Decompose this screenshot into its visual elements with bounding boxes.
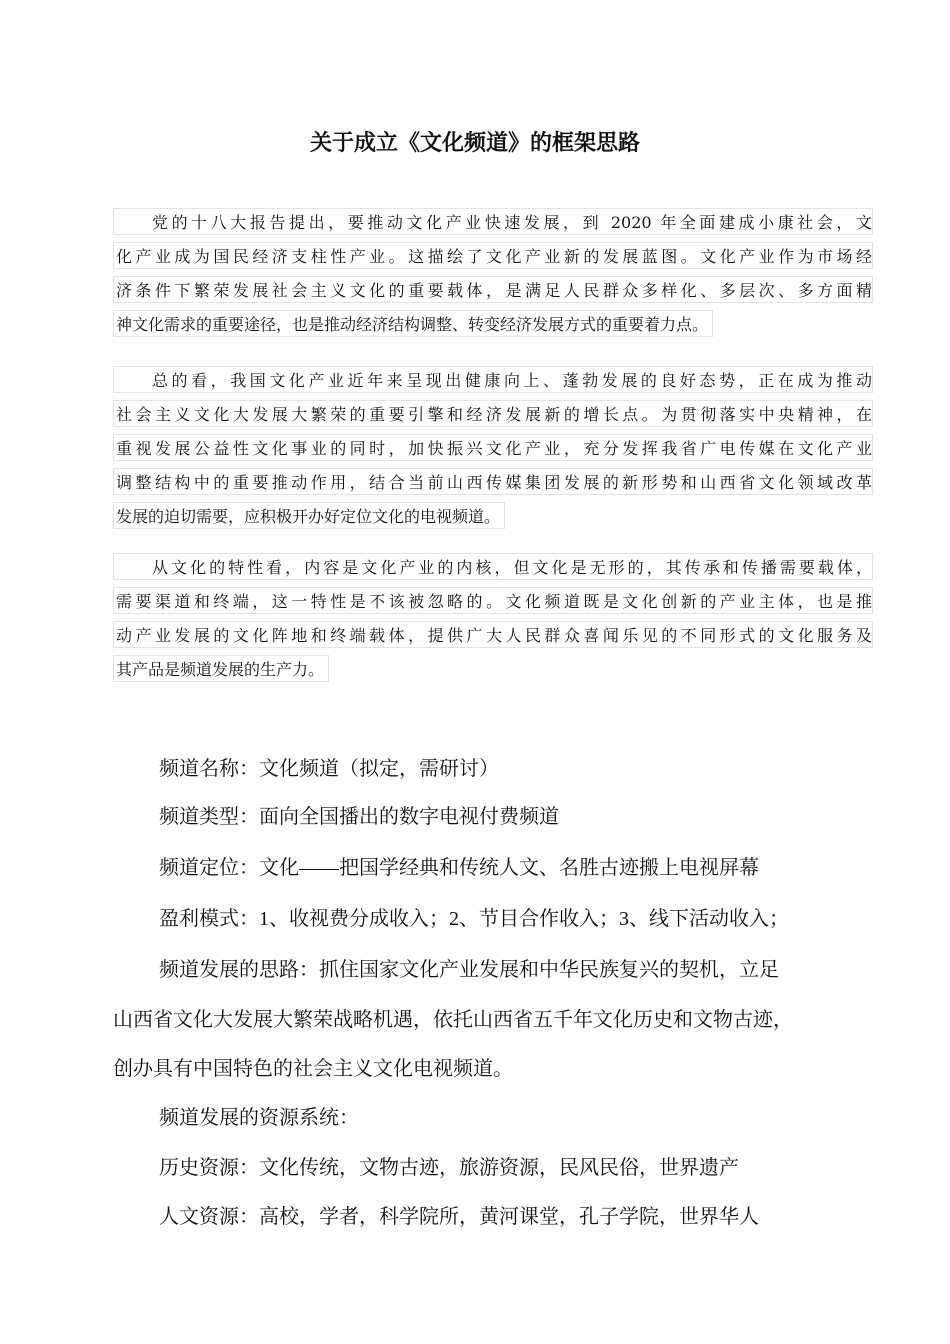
paragraph-line: 党的十八大报告提出，要推动文化产业快速发展，到 2020 年全面建成小康社会，文 [113, 208, 873, 235]
paragraph-line: 需要渠道和终端，这一特性是不该被忽略的。文化频道既是文化创新的产业主体，也是推 [113, 587, 873, 614]
profit-model: 盈利模式：1、收视费分成收入；2、节目合作收入；3、线下活动收入； [159, 908, 789, 930]
document-title: 关于成立《文化频道》的框架思路 [309, 131, 640, 156]
humanistic-resources: 人文资源：高校，学者，科学院所，黄河课堂，孔子学院，世界华人 [159, 1206, 759, 1228]
development-idea-line-3: 创办具有中国特色的社会主义文化电视频道。 [113, 1058, 513, 1080]
historical-resources: 历史资源：文化传统，文物古迹，旅游资源，民风民俗，世界遗产 [159, 1157, 739, 1179]
resource-system-heading: 频道发展的资源系统： [159, 1107, 359, 1129]
paragraph-line: 从文化的特性看，内容是文化产业的内核，但文化是无形的，其传承和传播需要载体， [113, 553, 873, 580]
channel-name: 频道名称：文化频道（拟定，需研讨） [159, 758, 499, 780]
channel-positioning: 频道定位：文化——把国学经典和传统人文、名胜古迹搬上电视屏幕 [159, 857, 759, 879]
paragraph-line: 发展的迫切需要，应积极开办好定位文化的电视频道。 [113, 502, 505, 529]
development-idea-line-1: 频道发展的思路：抓住国家文化产业发展和中华民族复兴的契机，立足 [159, 959, 779, 981]
intro-paragraph-3 [113, 553, 873, 693]
paragraph-line: 总的看，我国文化产业近年来呈现出健康向上、蓬勃发展的良好态势，正在成为推动 [113, 366, 873, 393]
paragraph-line: 济条件下繁荣发展社会主义文化的重要载体，是满足人民群众多样化、多层次、多方面精 [113, 276, 873, 303]
paragraph-line: 动产业发展的文化阵地和终端载体，提供广大人民群众喜闻乐见的不同形式的文化服务及 [113, 621, 873, 648]
paragraph-line: 其产品是频道发展的生产力。 [113, 655, 329, 682]
development-idea-line-2: 山西省文化大发展大繁荣战略机遇，依托山西省五千年文化历史和文物古迹， [113, 1009, 793, 1031]
paragraph-line: 调整结构中的重要推动作用，结合当前山西传媒集团发展的新形势和山西省文化领域改革 [113, 468, 873, 495]
paragraph-line: 化产业成为国民经济支柱性产业。这描绘了文化产业新的发展蓝图。文化产业作为市场经 [113, 242, 873, 269]
paragraph-line: 神文化需求的重要途径，也是推动经济结构调整、转变经济发展方式的重要着力点。 [113, 310, 713, 337]
intro-paragraph-1 [113, 208, 873, 348]
paragraph-line: 重视发展公益性文化事业的同时，加快振兴文化产业，充分发挥我省广电传媒在文化产业 [113, 434, 873, 461]
paragraph-line: 社会主义文化大发展大繁荣的重要引擎和经济发展新的增长点。为贯彻落实中央精神，在 [113, 400, 873, 427]
intro-paragraph-2 [113, 366, 873, 540]
channel-type: 频道类型：面向全国播出的数字电视付费频道 [159, 806, 559, 828]
